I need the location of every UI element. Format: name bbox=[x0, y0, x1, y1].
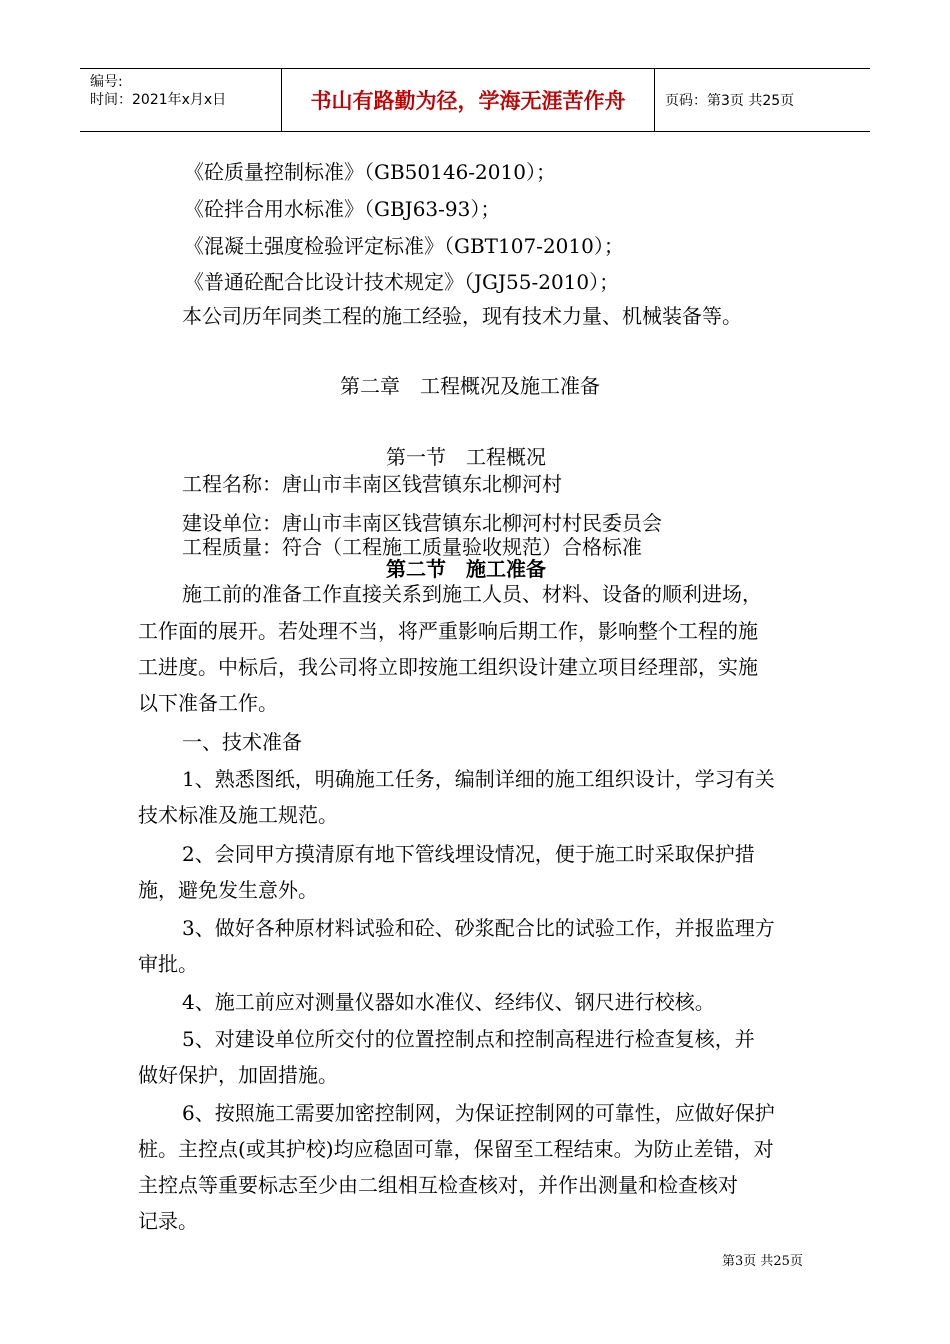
section-heading: 第一节 工程概况 bbox=[386, 445, 546, 469]
list-item: 桩。主控点(或其护校)均应稳固可靠，保留至工程结束。为防止差错，对 bbox=[138, 1137, 774, 1161]
list-item: 4、施工前应对测量仪器如水准仪、经纬仪、钢尺进行校核。 bbox=[182, 990, 715, 1014]
list-item: 5、对建设单位所交付的位置控制点和控制高程进行检查复核，并 bbox=[182, 1027, 755, 1051]
header-page: 页码：第3页 共25页 bbox=[665, 93, 795, 109]
standard-line: 《混凝土强度检验评定标准》（GBT107-2010）； bbox=[184, 234, 624, 258]
subsection-heading: 一、技术准备 bbox=[182, 730, 302, 754]
list-item: 1、熟悉图纸，明确施工任务，编制详细的施工组织设计，学习有关 bbox=[182, 767, 775, 791]
standard-line: 《砼拌合用水标准》（GBJ63-93）； bbox=[184, 197, 501, 221]
standard-line: 《普通砼配合比设计技术规定》（JGJ55-2010）； bbox=[184, 270, 620, 294]
list-item: 审批。 bbox=[138, 952, 198, 976]
standard-line: 《砼质量控制标准》（GB50146-2010）； bbox=[184, 160, 556, 184]
header-time: 时间：2021年x月x日 bbox=[90, 92, 227, 108]
paragraph-line: 工作面的展开。若处理不当，将严重影响后期工作，影响整个工程的施 bbox=[138, 619, 758, 643]
list-item: 做好保护，加固措施。 bbox=[138, 1063, 338, 1087]
chapter-heading: 第二章 工程概况及施工准备 bbox=[340, 374, 600, 398]
list-item: 6、按照施工需要加密控制网，为保证控制网的可靠性，应做好保护 bbox=[182, 1101, 775, 1125]
list-item: 3、做好各种原材料试验和砼、砂浆配合比的试验工作，并报监理方 bbox=[182, 916, 775, 940]
page-header bbox=[80, 68, 870, 132]
list-item: 2、会同甲方摸清原有地下管线埋设情况，便于施工时采取保护措 bbox=[182, 842, 755, 866]
list-item: 记录。 bbox=[138, 1209, 198, 1233]
paragraph-line: 本公司历年同类工程的施工经验，现有技术力量、机械装备等。 bbox=[182, 304, 742, 328]
list-item: 施，避免发生意外。 bbox=[138, 878, 318, 902]
header-number: 编号: bbox=[90, 74, 123, 90]
project-quality: 工程质量：符合（工程施工质量验收规范）合格标准 bbox=[182, 535, 642, 559]
header-meta bbox=[80, 69, 282, 131]
list-item: 主控点等重要标志至少由二组相互检查核对，并作出测量和检查核对 bbox=[138, 1173, 738, 1197]
section-heading: 第二节 施工准备 bbox=[386, 557, 546, 581]
project-name: 工程名称：唐山市丰南区钱营镇东北柳河村 bbox=[182, 472, 562, 496]
paragraph-line: 以下准备工作。 bbox=[138, 691, 278, 715]
paragraph-line: 施工前的准备工作直接关系到施工人员、材料、设备的顺利进场， bbox=[182, 582, 762, 606]
list-item: 技术标准及施工规范。 bbox=[138, 803, 338, 827]
project-owner: 建设单位：唐山市丰南区钱营镇东北柳河村村民委员会 bbox=[182, 511, 662, 535]
header-motto: 书山有路勤为径，学海无涯苦作舟 bbox=[282, 69, 655, 131]
paragraph-line: 工进度。中标后，我公司将立即按施工组织设计建立项目经理部，实施 bbox=[138, 655, 758, 679]
page-footer: 第3页 共25页 bbox=[722, 1254, 803, 1269]
